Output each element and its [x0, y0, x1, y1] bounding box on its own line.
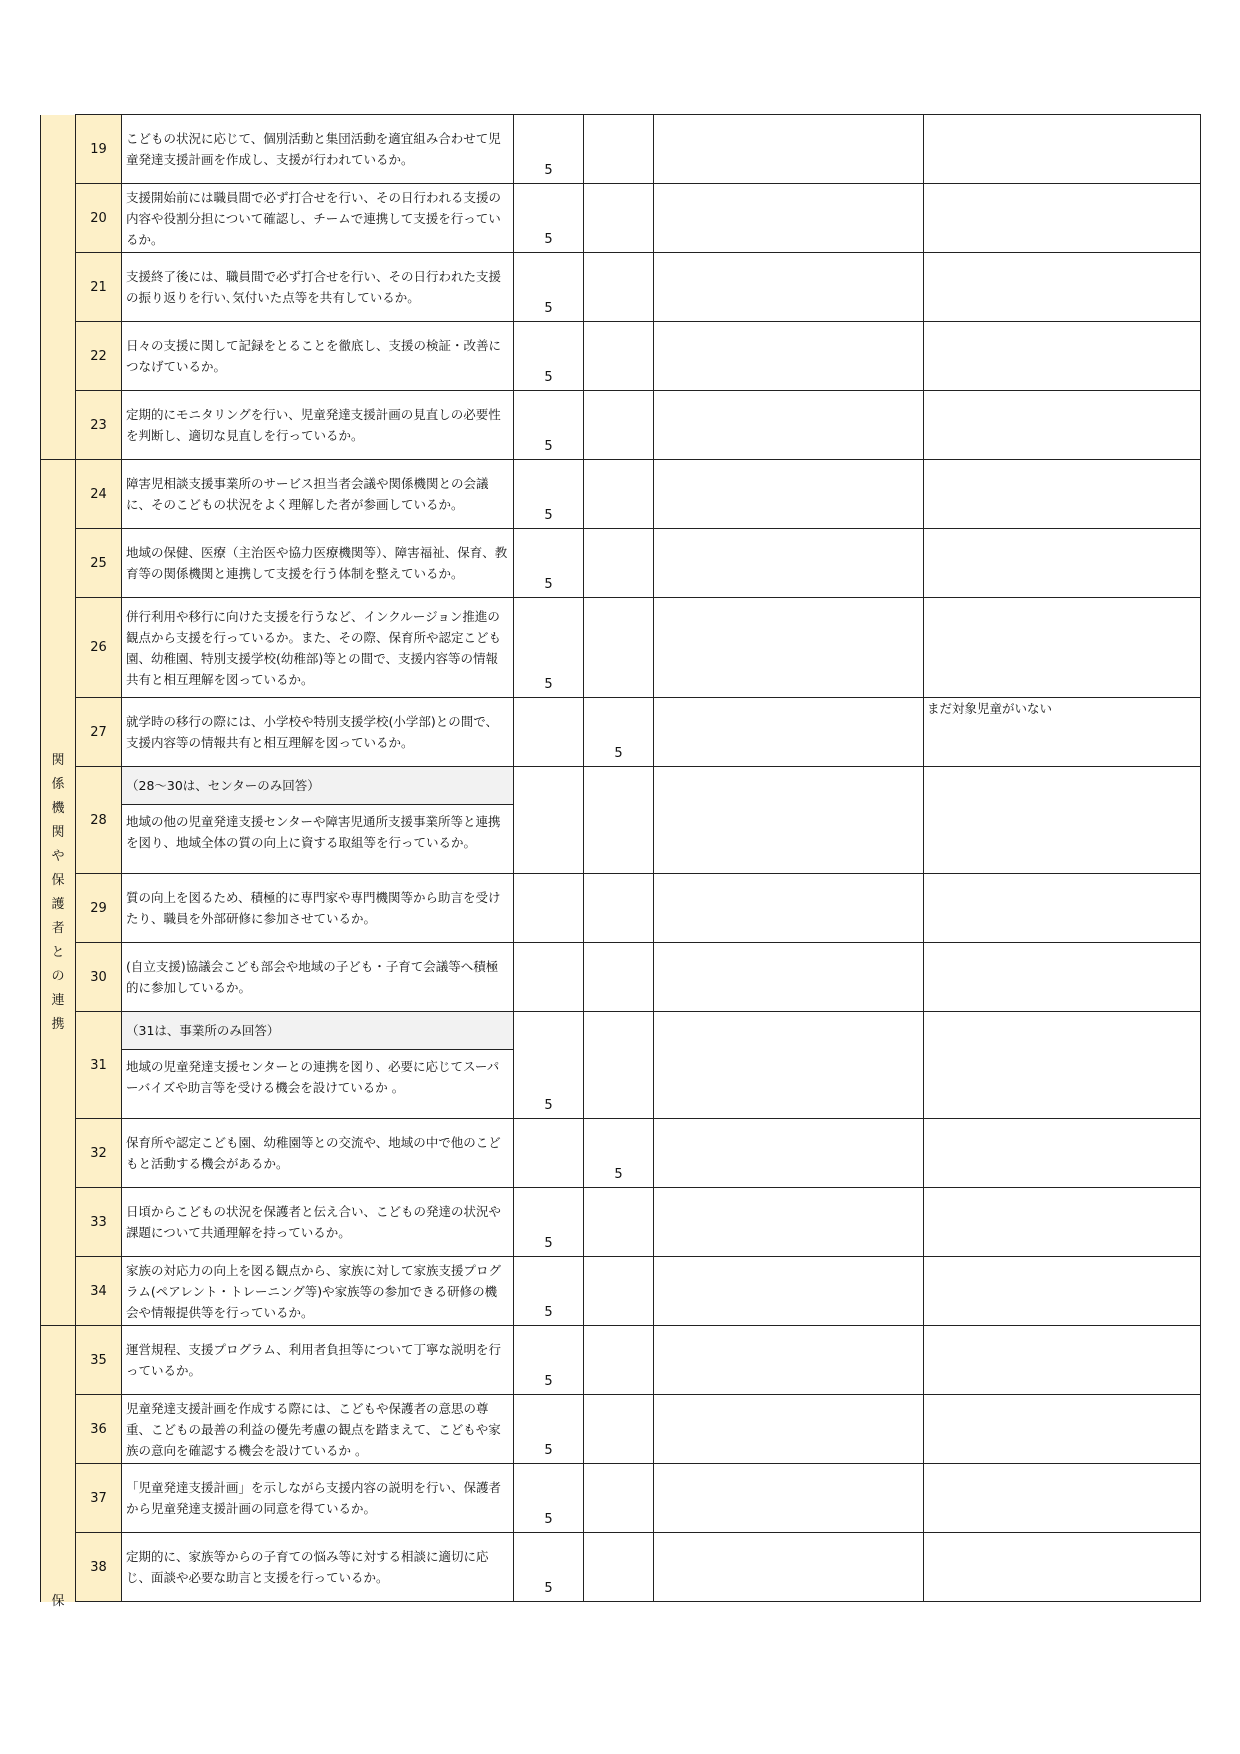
- question-text: 保育所や認定こども園、幼稚園等との交流や、地域の中で他のこどもと活動する機会があるか。: [122, 1119, 514, 1188]
- comment-cell[interactable]: [924, 874, 1201, 943]
- comment-cell[interactable]: [924, 767, 1201, 874]
- table-row: [41, 943, 1201, 1012]
- yes-count: 5: [514, 1326, 584, 1395]
- question-text: 運営規程、支援プログラム、利用者負担等について丁寧な説明を行っているか。: [122, 1326, 514, 1395]
- comment-cell[interactable]: [924, 598, 1201, 698]
- improvement-cell[interactable]: [654, 460, 924, 529]
- table-row: [41, 598, 1201, 698]
- no-count: [584, 1533, 654, 1602]
- yes-count: 5: [514, 184, 584, 253]
- table-row: [41, 698, 1201, 767]
- question-text: 地域の保健、医療（主治医や協力医療機関等）、障害福祉、保育、教育等の関係機関と連携して支援を行う体制を整えているか。: [122, 529, 514, 598]
- row-number: 36: [76, 1395, 122, 1464]
- row-number: 38: [76, 1533, 122, 1602]
- table-row: [41, 184, 1201, 253]
- row-number: 26: [76, 598, 122, 698]
- no-count: [584, 1188, 654, 1257]
- improvement-cell[interactable]: [654, 529, 924, 598]
- improvement-cell[interactable]: [654, 598, 924, 698]
- row-number: 29: [76, 874, 122, 943]
- table-row: [41, 529, 1201, 598]
- no-count: 5: [584, 1119, 654, 1188]
- row-number: 32: [76, 1119, 122, 1188]
- category-label-fragment: 保: [51, 1593, 65, 1609]
- category-next: [41, 1326, 76, 1609]
- row-number: 19: [76, 115, 122, 184]
- yes-count: 5: [514, 529, 584, 598]
- table-row: [41, 115, 1201, 184]
- no-count: [584, 1395, 654, 1464]
- comment-cell[interactable]: [924, 1257, 1201, 1326]
- comment-cell[interactable]: [924, 1188, 1201, 1257]
- table-row: [41, 460, 1201, 529]
- row-number: 22: [76, 322, 122, 391]
- no-count: 5: [584, 698, 654, 767]
- yes-count: 5: [514, 253, 584, 322]
- comment-cell[interactable]: [924, 1119, 1201, 1188]
- row-number: 24: [76, 460, 122, 529]
- comment-cell[interactable]: [924, 115, 1201, 184]
- comment-cell[interactable]: [924, 460, 1201, 529]
- row-number: 23: [76, 391, 122, 460]
- table-row: [41, 1464, 1201, 1533]
- comment-cell[interactable]: [924, 184, 1201, 253]
- row-number: 31: [76, 1012, 122, 1119]
- row-number: 30: [76, 943, 122, 1012]
- table-row: [41, 391, 1201, 460]
- improvement-cell[interactable]: [654, 1464, 924, 1533]
- comment-cell[interactable]: [924, 1326, 1201, 1395]
- question-text: 地域の児童発達支援センターとの連携を図り、必要に応じてスーパーバイズや助言等を受ける機会を設けているか 。: [126, 1059, 500, 1095]
- evaluation-sheet: [40, 114, 1200, 1609]
- improvement-cell[interactable]: [654, 184, 924, 253]
- improvement-cell[interactable]: [654, 322, 924, 391]
- improvement-cell[interactable]: [654, 874, 924, 943]
- table-row: [41, 767, 1201, 874]
- question-text: (自立支援)協議会こども部会や地域の子ども・子育て会議等へ積極的に参加しているか。: [122, 943, 514, 1012]
- no-count: [584, 529, 654, 598]
- yes-count: 5: [514, 322, 584, 391]
- question-cell: [122, 1012, 514, 1119]
- no-count: [584, 115, 654, 184]
- question-text: 定期的に、家族等からの子育ての悩み等に対する相談に適切に応じ、面談や必要な助言と支援を行っているか。: [122, 1533, 514, 1602]
- yes-count: [514, 767, 584, 874]
- comment-cell[interactable]: [924, 529, 1201, 598]
- question-text: 日々の支援に関して記録をとることを徹底し、支援の検証・改善につなげているか。: [122, 322, 514, 391]
- comment-cell[interactable]: [924, 1533, 1201, 1602]
- no-count: [584, 391, 654, 460]
- question-text: 日頃からこどもの状況を保護者と伝え合い、こどもの発達の状況や課題について共通理解を持っているか。: [122, 1188, 514, 1257]
- improvement-cell[interactable]: [654, 1395, 924, 1464]
- answer-scope-note: （28～30は、センターのみ回答）: [122, 767, 513, 805]
- category-relations: [41, 460, 76, 1326]
- comment-cell[interactable]: まだ対象児童がいない: [924, 698, 1201, 767]
- row-number: 20: [76, 184, 122, 253]
- row-number: 35: [76, 1326, 122, 1395]
- question-text: 定期的にモニタリングを行い、児童発達支援計画の見直しの必要性を判断し、適切な見直しを行っているか。: [122, 391, 514, 460]
- yes-count: [514, 943, 584, 1012]
- improvement-cell[interactable]: [654, 767, 924, 874]
- comment-cell[interactable]: [924, 1464, 1201, 1533]
- no-count: [584, 943, 654, 1012]
- improvement-cell[interactable]: [654, 1257, 924, 1326]
- table-row: [41, 1533, 1201, 1602]
- yes-count: 5: [514, 460, 584, 529]
- question-text: 障害児相談支援事業所のサービス担当者会議や関係機関との会議に、そのこどもの状況をよく理解した者が参画しているか。: [122, 460, 514, 529]
- comment-cell[interactable]: [924, 943, 1201, 1012]
- yes-count: 5: [514, 1188, 584, 1257]
- category-cell-previous: [41, 115, 76, 460]
- question-text: こどもの状況に応じて、個別活動と集団活動を適宜組み合わせて児童発達支援計画を作成し、支援が行われているか。: [122, 115, 514, 184]
- improvement-cell[interactable]: [654, 1012, 924, 1119]
- improvement-cell[interactable]: [654, 391, 924, 460]
- row-number: 28: [76, 767, 122, 874]
- improvement-cell[interactable]: [654, 943, 924, 1012]
- no-count: [584, 1012, 654, 1119]
- row-number: 37: [76, 1464, 122, 1533]
- improvement-cell[interactable]: [654, 1188, 924, 1257]
- table-row: [41, 1395, 1201, 1464]
- yes-count: 5: [514, 115, 584, 184]
- no-count: [584, 460, 654, 529]
- question-text: 支援開始前には職員間で必ず打合せを行い、その日行われる支援の内容や役割分担について確認し、チームで連携して支援を行っているか。: [122, 184, 514, 253]
- question-cell: [122, 767, 514, 874]
- yes-count: 5: [514, 1012, 584, 1119]
- question-text: 家族の対応力の向上を図る観点から、家族に対して家族支援プログラム(ペアレント・トレーニング等)や家族等の参加できる研修の機会や情報提供等を行っているか。: [122, 1257, 514, 1326]
- no-count: [584, 253, 654, 322]
- comment-cell[interactable]: [924, 322, 1201, 391]
- yes-count: [514, 874, 584, 943]
- yes-count: 5: [514, 391, 584, 460]
- no-count: [584, 1257, 654, 1326]
- no-count: [584, 767, 654, 874]
- table-row: [41, 1119, 1201, 1188]
- question-text: 就学時の移行の際には、小学校や特別支援学校(小学部)との間で、支援内容等の情報共有と相互理解を図っているか。: [122, 698, 514, 767]
- comment-cell[interactable]: [924, 253, 1201, 322]
- improvement-cell[interactable]: [654, 1119, 924, 1188]
- no-count: [584, 1464, 654, 1533]
- improvement-cell[interactable]: [654, 253, 924, 322]
- no-count: [584, 322, 654, 391]
- row-number: 34: [76, 1257, 122, 1326]
- yes-count: 5: [514, 1464, 584, 1533]
- table-row: [41, 253, 1201, 322]
- question-text: 「児童発達支援計画」を示しながら支援内容の説明を行い、保護者から児童発達支援計画の同意を得ているか。: [122, 1464, 514, 1533]
- row-number: 25: [76, 529, 122, 598]
- yes-count: 5: [514, 1257, 584, 1326]
- improvement-cell[interactable]: [654, 698, 924, 767]
- row-number: 33: [76, 1188, 122, 1257]
- no-count: [584, 184, 654, 253]
- row-number: 27: [76, 698, 122, 767]
- comment-cell[interactable]: [924, 1012, 1201, 1119]
- yes-count: 5: [514, 598, 584, 698]
- table-row: [41, 1012, 1201, 1119]
- question-text: 併行利用や移行に向けた支援を行うなど、インクルージョン推進の観点から支援を行っているか。また、その際、保育所や認定こども園、幼稚園、特別支援学校(幼稚部)等との間で、支援内容等の情報共有と相互理解を図っているか。: [122, 598, 514, 698]
- category-label: 関係機関や保護者との連携: [51, 752, 65, 1032]
- question-text: 児童発達支援計画を作成する際には、こどもや保護者の意思の尊重、こどもの最善の利益の優先考慮の観点を踏まえて、こどもや家族の意向を確認する機会を設けているか 。: [122, 1395, 514, 1464]
- yes-count: 5: [514, 1533, 584, 1602]
- question-text: 地域の他の児童発達支援センターや障害児通所支援事業所等と連携を図り、地域全体の質の向上に資する取組等を行っているか。: [126, 814, 501, 850]
- table-row: [41, 1326, 1201, 1395]
- improvement-cell[interactable]: [654, 115, 924, 184]
- table-row: [41, 874, 1201, 943]
- no-count: [584, 598, 654, 698]
- no-count: [584, 874, 654, 943]
- table-row: [41, 1188, 1201, 1257]
- yes-count: [514, 1119, 584, 1188]
- answer-scope-note: （31は、事業所のみ回答）: [122, 1012, 513, 1050]
- evaluation-table: [40, 114, 1201, 1609]
- no-count: [584, 1326, 654, 1395]
- improvement-cell[interactable]: [654, 1533, 924, 1602]
- yes-count: [514, 698, 584, 767]
- yes-count: 5: [514, 1395, 584, 1464]
- comment-cell[interactable]: [924, 1395, 1201, 1464]
- improvement-cell[interactable]: [654, 1326, 924, 1395]
- question-text: 支援終了後には、職員間で必ず打合せを行い、その日行われた支援の振り返りを行い､気付いた点等を共有しているか。: [122, 253, 514, 322]
- table-row: [41, 1257, 1201, 1326]
- row-number: 21: [76, 253, 122, 322]
- question-text: 質の向上を図るため、積極的に専門家や専門機関等から助言を受けたり、職員を外部研修に参加させているか。: [122, 874, 514, 943]
- table-row: [41, 322, 1201, 391]
- comment-cell[interactable]: [924, 391, 1201, 460]
